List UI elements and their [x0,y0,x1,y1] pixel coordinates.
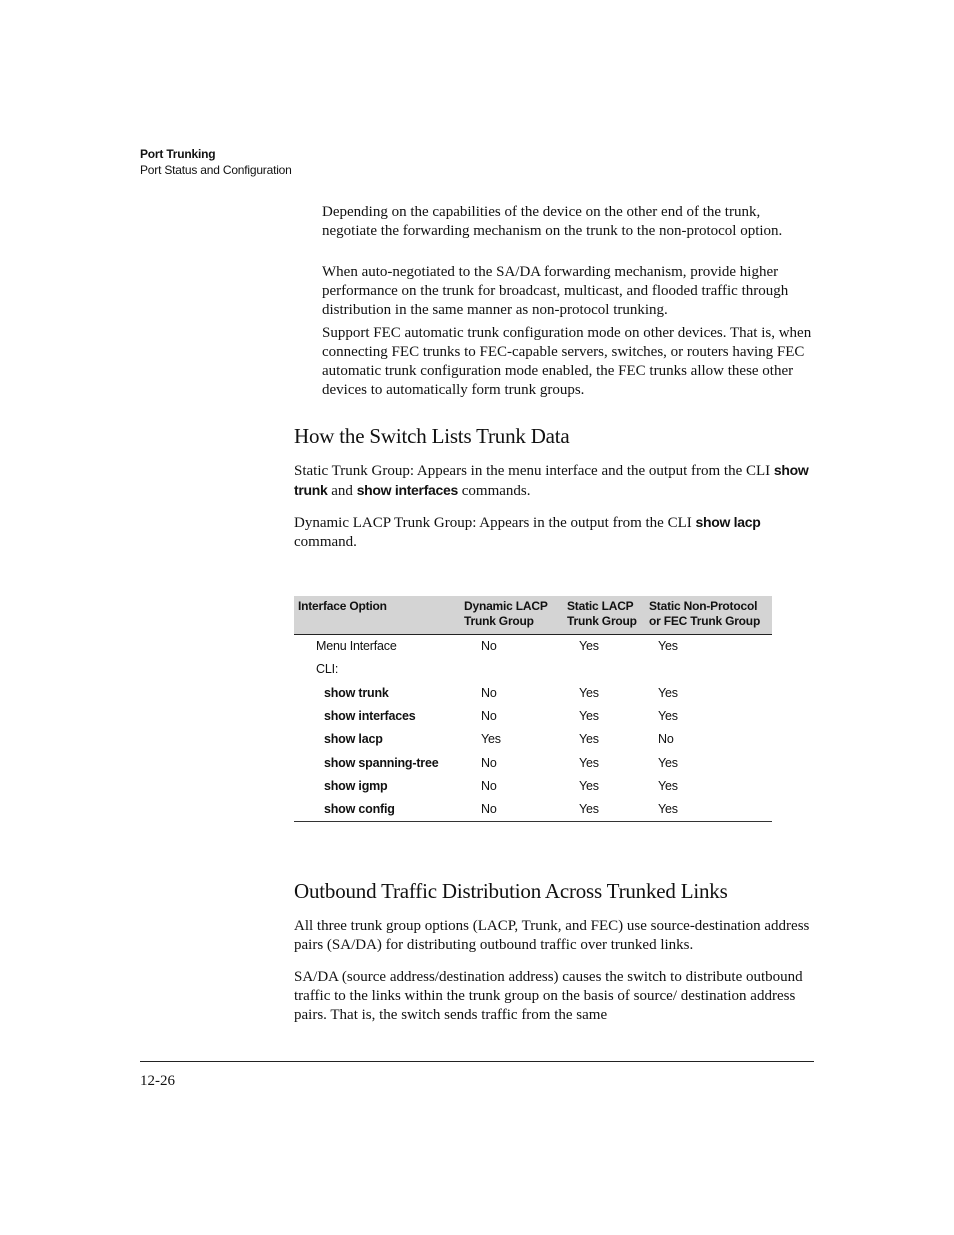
table-cell-option: CLI: [316,662,339,677]
table-row [294,658,772,681]
table-cell-option: show spanning-tree [324,755,439,770]
table-cell: Yes [645,798,772,822]
table-cell: Yes [579,639,599,654]
table-cell-option: show interfaces [324,709,416,724]
running-header-section: Port Status and Configuration [140,163,292,177]
section-heading: Outbound Traffic Distribution Across Trunked Links [294,879,728,903]
trunk-data-table [294,596,772,822]
table-cell: Yes [579,709,599,724]
paragraph-text: and [327,483,357,499]
column-header-dynamic-lacp: Dynamic LACP Trunk Group [460,596,563,635]
table-row [294,682,772,705]
table-row [294,798,772,822]
body-paragraph: All three trunk group options (LACP, Trunk, and FEC) use source-destination address pairs (SA/DA) for distributing outbound traffic over trunked links. [294,918,810,953]
column-header-static-lacp: Static LACP Trunk Group [563,596,645,635]
table-cell-option: show lacp [324,732,383,747]
table-cell-option: show igmp [324,778,388,793]
table-cell: Yes [658,685,678,700]
table-cell: No [658,732,674,747]
intro-paragraph: Depending on the capabilities of the device on the other end of the trunk, negotiate the forwarding mechanism on the trunk to the non-protocol option. [322,204,783,239]
table-cell [460,658,563,681]
table-cell: Yes [579,732,599,747]
table-cell [645,658,772,681]
table-cell: Yes [658,755,678,770]
dynamic-lacp-paragraph [294,513,814,552]
table-cell: No [481,709,497,724]
table-cell: No [481,755,497,770]
table-cell [563,658,645,681]
column-header-static-non-protocol: Static Non-Protocol or FEC Trunk Group [645,596,772,635]
paragraph-text: Static Trunk Group: Appears in the menu interface and the output from the CLI [294,463,774,479]
intro-paragraph: Support FEC automatic trunk configuration mode on other devices. That is, when connecting FEC trunks to FEC-capable servers, switches, or routers having FEC automatic trunk configuration mode enabled, the FEC trunks allow these other devices to automatically form trunk groups. [322,325,812,398]
table-cell: Yes [658,709,678,724]
table-row [294,635,772,659]
table-row [294,751,772,774]
table-cell: No [481,639,497,654]
table-cell: Yes [579,778,599,793]
section-heading: How the Switch Lists Trunk Data [294,424,570,448]
table-cell: No [481,778,497,793]
table-cell: Yes [658,639,678,654]
table-cell: Yes [563,798,645,822]
table-cell-option: show trunk [324,685,389,700]
table-cell: No [460,798,563,822]
page-number: 12-26 [140,1073,175,1089]
table-row [294,705,772,728]
table-cell: Yes [481,732,501,747]
paragraph-text: commands. [458,483,531,499]
command-show-trunk: show trunk [294,462,809,498]
command-show-interfaces: show interfaces [356,482,459,498]
table-cell: No [481,685,497,700]
table-cell: Yes [579,755,599,770]
paragraph-text: command. [294,534,357,550]
table-cell: Yes [658,778,678,793]
footer-rule [140,1061,814,1062]
table-cell-option: show config [294,798,460,822]
table-cell-option: Menu Interface [316,639,397,654]
table-row [294,728,772,751]
static-trunk-paragraph [294,461,814,501]
column-header-interface-option: Interface Option [294,596,460,635]
table-header-row [294,596,772,635]
table-cell: Yes [579,685,599,700]
table-row [294,775,772,798]
command-show-lacp: show lacp [695,514,761,530]
intro-paragraph: When auto-negotiated to the SA/DA forwarding mechanism, provide higher performance on the trunk for broadcast, multicast, and flooded traffic through distribution in the same manner as non-protocol trunking. [322,264,789,318]
paragraph-text: Dynamic LACP Trunk Group: Appears in the output from the CLI [294,515,696,531]
running-header-chapter: Port Trunking [140,147,216,161]
body-paragraph: SA/DA (source address/destination address) causes the switch to distribute outbound traffic to the links within the trunk group on the basis of source/ destination address pairs. That is, the switch sends traffic from the same [294,969,803,1023]
